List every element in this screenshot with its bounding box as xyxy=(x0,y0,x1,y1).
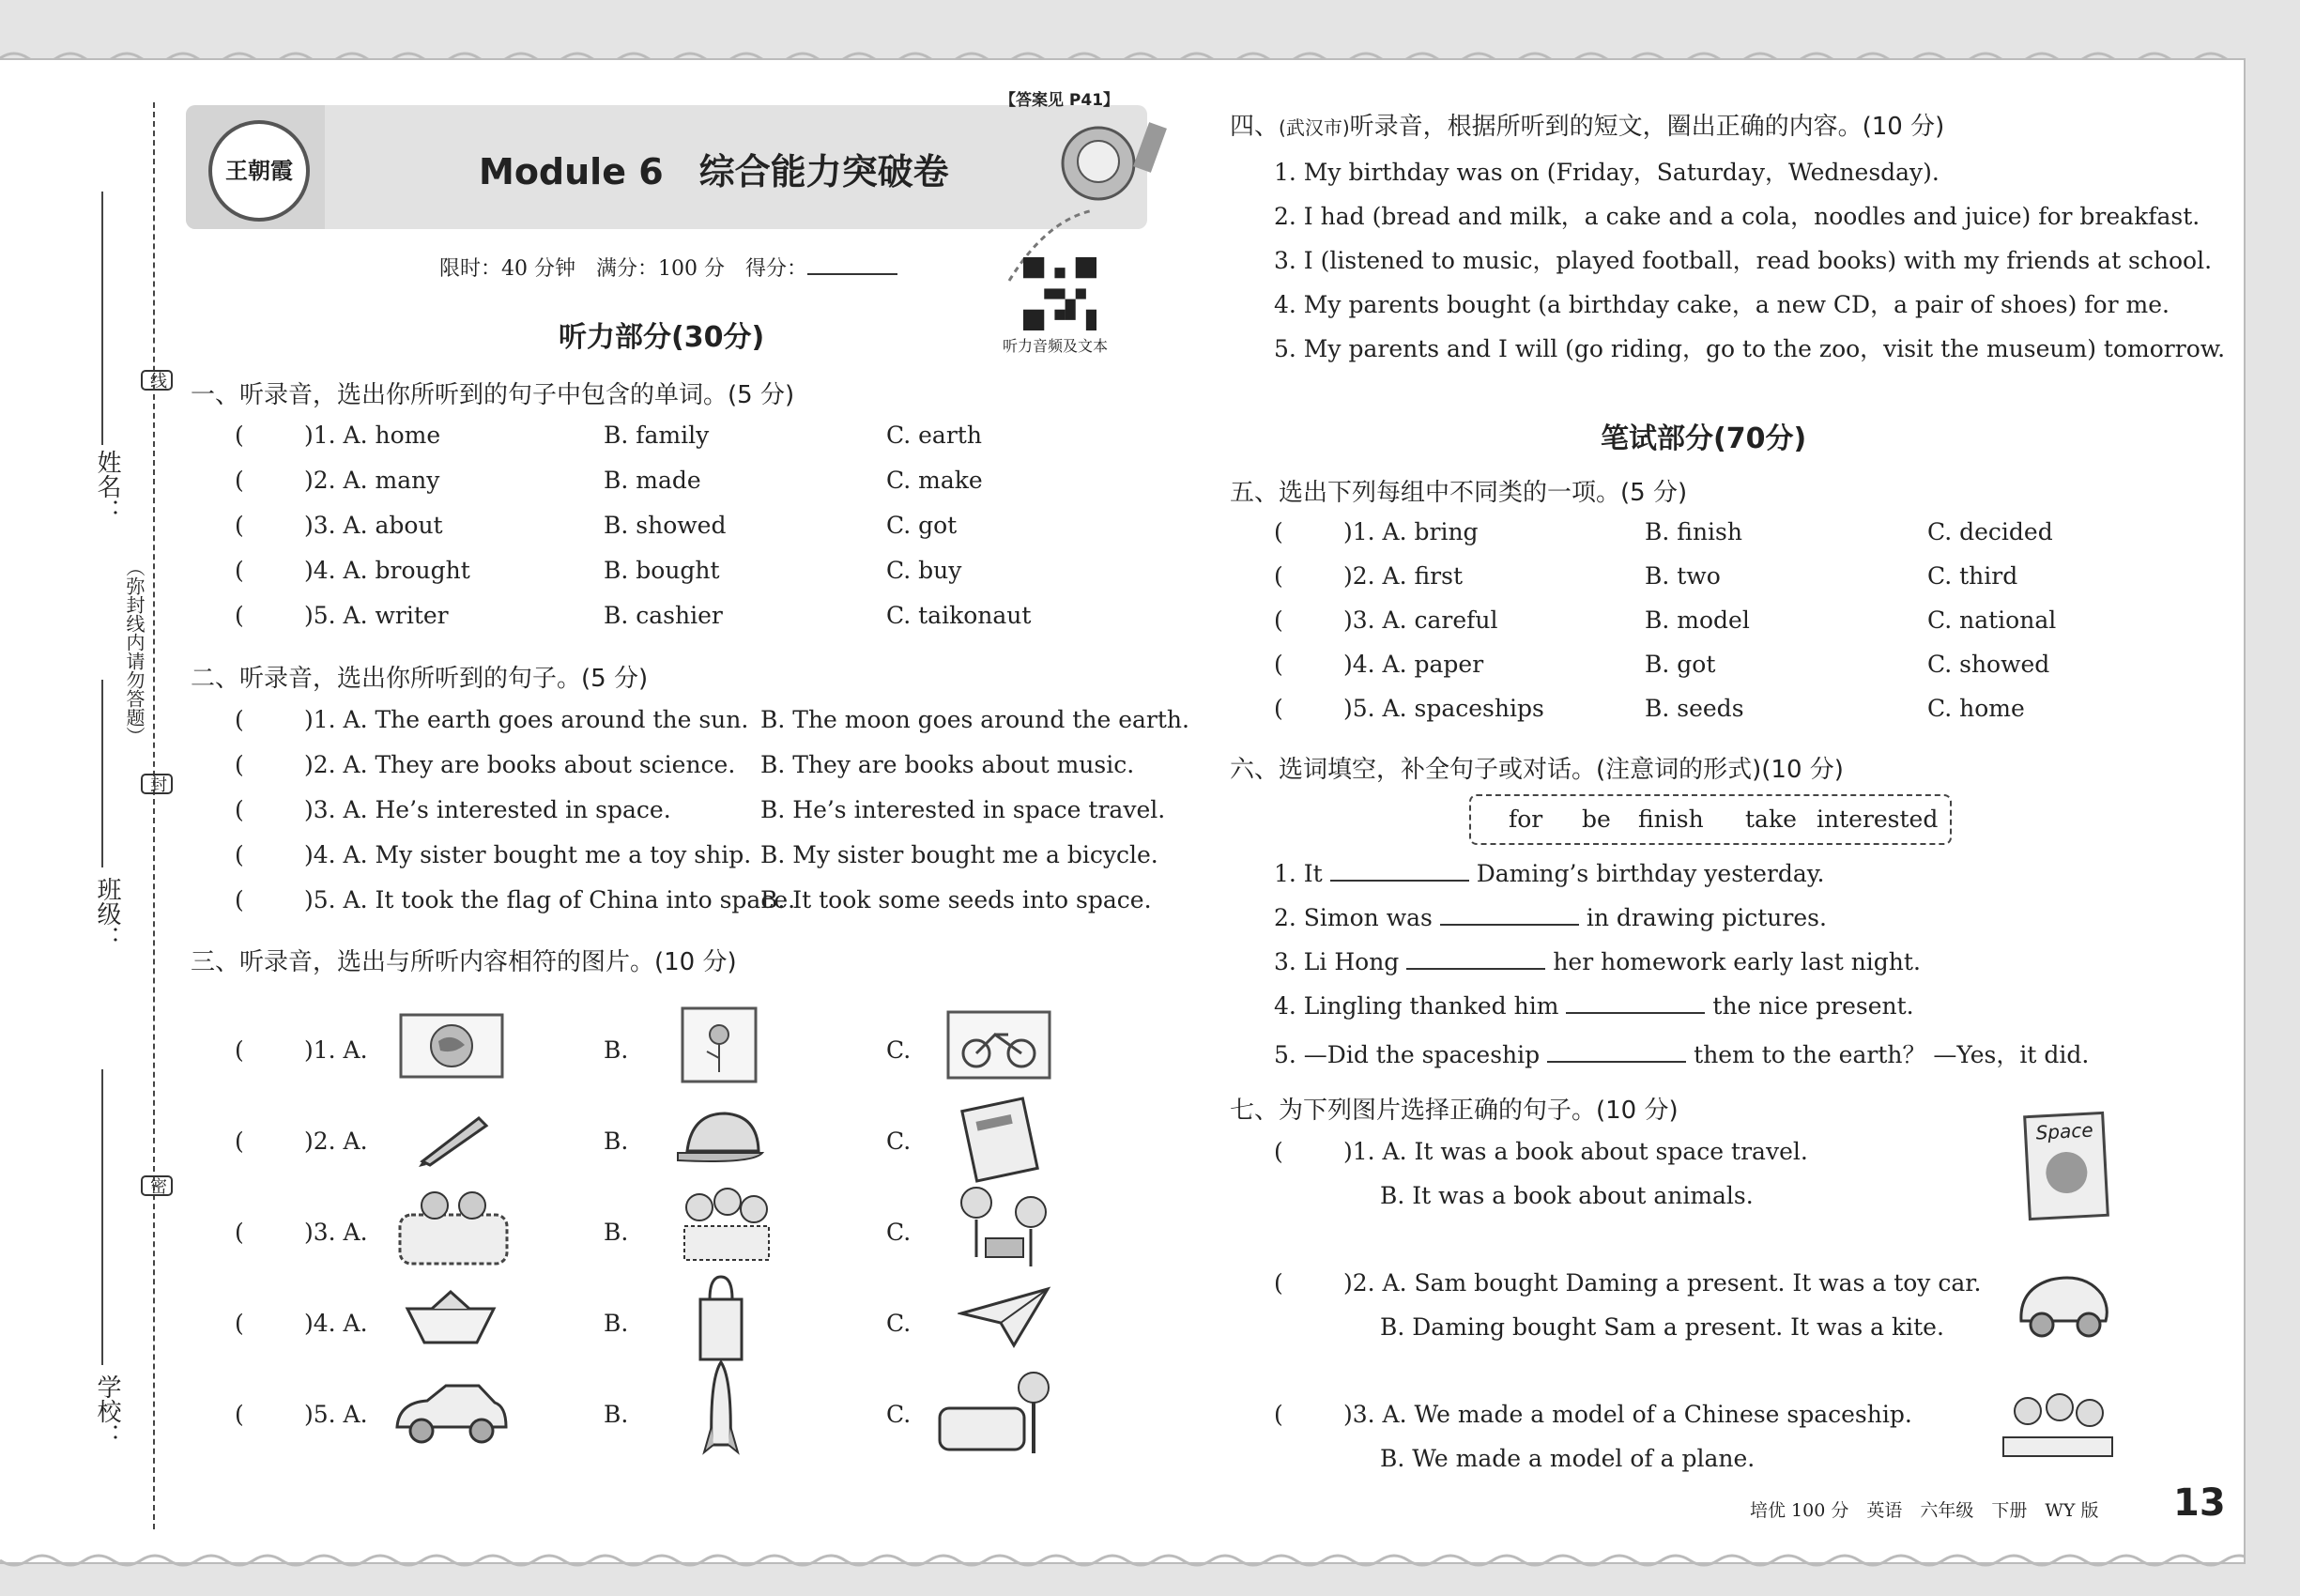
s5-item-1-c: C. decided xyxy=(1927,518,2053,545)
qr-caption: 听力音频及文本 xyxy=(1003,337,1109,355)
paper-plane-icon xyxy=(958,1285,1051,1351)
answer-blank[interactable] xyxy=(1547,1061,1686,1063)
s6-item-3: 3. Li Hong her homework early last night. xyxy=(1274,948,1921,975)
word-bank-word: take xyxy=(1745,806,1797,833)
s3-item-5: ( )5. A. xyxy=(235,1401,368,1428)
s3-item-2: ( )2. A. xyxy=(235,1128,368,1155)
s2-item-4-a: ( )4. A. My sister bought me a toy ship. xyxy=(235,841,752,868)
s5-item-4: ( )4. A. paper xyxy=(1274,651,1484,678)
s5-item-4-b: B. got xyxy=(1645,651,1716,678)
s5-item-4-c: C. showed xyxy=(1927,651,2050,678)
s5-item-2-c: C. third xyxy=(1927,562,2018,590)
s5-item-2-b: B. two xyxy=(1645,562,1721,590)
word-bank-word: for xyxy=(1509,806,1543,833)
section-1-title: 一、听录音，选出你所听到的句子中包含的单词。(5 分) xyxy=(191,381,795,409)
s3-item-1: ( )1. A. xyxy=(235,1036,368,1064)
seal-line xyxy=(153,102,155,1529)
bicycle-picture-icon xyxy=(946,1010,1051,1080)
qr-code-icon xyxy=(1023,257,1096,330)
class-field xyxy=(101,680,103,867)
s6-item-5: 5. —Did the spaceship them to the earth？ —Yes，it did. xyxy=(1274,1041,2090,1068)
bag-icon xyxy=(693,1271,749,1365)
s3-item-5-b: B. xyxy=(604,1401,629,1428)
s3-item-3-b: B. xyxy=(604,1219,629,1246)
s5-item-1: ( )1. A. bring xyxy=(1274,518,1479,545)
s1-item-5: ( )5. A. writer xyxy=(235,602,449,629)
boy-sofa-icon xyxy=(934,1363,1056,1462)
section-3-title: 三、听录音，选出与所听内容相符的图片。(10 分) xyxy=(191,948,737,976)
answer-blank[interactable] xyxy=(1566,1012,1705,1014)
test-meta: 限时：40 分钟 满分：100 分 得分： xyxy=(439,253,897,282)
s3-item-2-b: B. xyxy=(604,1128,629,1155)
s1-item-5-c: C. taikonaut xyxy=(886,602,1032,629)
word-bank-word: interested xyxy=(1817,806,1939,833)
s2-item-1-a: ( )1. A. The earth goes around the sun. xyxy=(235,706,749,733)
answer-blank[interactable] xyxy=(1440,924,1579,926)
s7-item-1-a: ( )1. A. It was a book about space travel. xyxy=(1274,1138,1808,1165)
s1-item-4-c: C. buy xyxy=(886,557,962,584)
school-field xyxy=(101,1069,103,1365)
seal-note: （弥封线内请勿答题） xyxy=(123,558,146,745)
mark-line: 线 xyxy=(141,370,173,394)
s3-item-3: ( )3. A. xyxy=(235,1219,368,1246)
s2-item-3-b: B. He’s interested in space travel. xyxy=(760,796,1166,823)
s7-item-2-a: ( )2. A. Sam bought Daming a present. It was a toy car. xyxy=(1274,1269,1982,1297)
page-bottom-edge xyxy=(0,1551,2244,1570)
s7-item-3-a: ( )3. A. We made a model of a Chinese spaceship. xyxy=(1274,1401,1912,1428)
s5-item-3: ( )3. A. careful xyxy=(1274,606,1498,634)
s4-item-1: 1. My birthday was on (Friday，Saturday，Wednesday). xyxy=(1274,159,1940,186)
toy-car-icon xyxy=(2014,1266,2112,1342)
s3-item-3-c: C. xyxy=(886,1219,912,1246)
s5-item-3-c: C. national xyxy=(1927,606,2057,634)
s5-item-5-b: B. seeds xyxy=(1645,695,1744,722)
page-title: Module 6 综合能力突破卷 xyxy=(479,151,949,192)
s6-item-2: 2. Simon was in drawing pictures. xyxy=(1274,904,1827,931)
s2-item-2-b: B. They are books about music. xyxy=(760,751,1135,778)
s1-item-2-b: B. made xyxy=(604,467,701,494)
family-sofa-icon xyxy=(392,1177,514,1271)
s1-item-1-c: C. earth xyxy=(886,422,982,449)
s2-item-1-b: B. The moon goes around the earth. xyxy=(760,706,1189,733)
mark-seal: 封 xyxy=(141,774,173,798)
book-icon xyxy=(956,1091,1048,1183)
paper-boat-icon xyxy=(404,1290,498,1348)
kids-playing-icon xyxy=(948,1173,1056,1276)
kids-model-icon xyxy=(2000,1389,2117,1464)
class-label: 班级： xyxy=(93,877,121,950)
s1-item-1: ( )1. A. home xyxy=(235,422,441,449)
s5-item-3-b: B. model xyxy=(1645,606,1750,634)
earth-picture-icon xyxy=(399,1013,504,1079)
s2-item-5-a: ( )5. A. It took the flag of China into space. xyxy=(235,886,796,913)
kids-group-icon xyxy=(671,1177,779,1271)
s4-item-4: 4. My parents bought (a birthday cake，a new CD，a pair of shoes) for me. xyxy=(1274,291,2170,318)
s5-item-1-b: B. finish xyxy=(1645,518,1742,545)
answer-blank[interactable] xyxy=(1330,880,1469,882)
s3-item-4-c: C. xyxy=(886,1310,912,1337)
s1-item-2: ( )2. A. many xyxy=(235,467,440,494)
s1-item-3-b: B. showed xyxy=(604,512,727,539)
s1-item-2-c: C. make xyxy=(886,467,983,494)
s1-item-4-b: B. bought xyxy=(604,557,720,584)
word-bank-word: finish xyxy=(1638,806,1704,833)
s2-item-3-a: ( )3. A. He’s interested in space. xyxy=(235,796,671,823)
s4-item-5: 5. My parents and I will (go riding，go to the zoo，visit the museum) tomorrow. xyxy=(1274,335,2226,362)
s7-item-3-b: B. We made a model of a plane. xyxy=(1380,1445,1756,1472)
s1-item-1-b: B. family xyxy=(604,422,710,449)
s1-item-3: ( )3. A. about xyxy=(235,512,443,539)
section-5-title: 五、选出下列每组中不同类的一项。(5 分) xyxy=(1230,479,1688,507)
publisher-logo: 王朝霞 xyxy=(208,120,310,222)
s1-item-5-b: B. cashier xyxy=(604,602,723,629)
toy-car-icon xyxy=(390,1374,512,1450)
school-label: 学校： xyxy=(93,1374,121,1448)
s2-item-2-a: ( )2. A. They are books about science. xyxy=(235,751,736,778)
answer-reference: 【答案见 P41】 xyxy=(1000,91,1120,110)
s3-item-1-c: C. xyxy=(886,1036,912,1064)
space-book-icon: Space xyxy=(2023,1112,2109,1220)
s3-item-4: ( )4. A. xyxy=(235,1310,368,1337)
s1-item-4: ( )4. A. brought xyxy=(235,557,470,584)
s6-item-4: 4. Lingling thanked him the nice present. xyxy=(1274,992,1914,1020)
section-7-title: 七、为下列图片选择正确的句子。(10 分) xyxy=(1230,1097,1679,1125)
pen-icon xyxy=(413,1107,493,1168)
name-field xyxy=(101,192,103,445)
s5-item-5: ( )5. A. spaceships xyxy=(1274,695,1544,722)
s7-item-2-b: B. Daming bought Sam a present. It was a kite. xyxy=(1380,1313,1944,1341)
listening-heading: 听力部分(30分) xyxy=(559,321,765,354)
section-6-title: 六、选词填空，补全句子或对话。(注意词的形式)(10 分) xyxy=(1230,756,1844,784)
name-label: 姓名： xyxy=(93,450,121,523)
word-bank-word: be xyxy=(1582,806,1611,833)
section-2-title: 二、听录音，选出你所听到的句子。(5 分) xyxy=(191,665,649,693)
s6-item-1: 1. It Daming’s birthday yesterday. xyxy=(1274,860,1825,887)
s1-item-3-c: C. got xyxy=(886,512,958,539)
s3-item-2-c: C. xyxy=(886,1128,912,1155)
s4-item-2: 2. I had (bread and milk，a cake and a cola，noodles and juice) for breakfast. xyxy=(1274,203,2200,230)
word-bank xyxy=(1469,794,1952,845)
flower-picture-icon xyxy=(681,1006,758,1083)
s4-item-3: 3. I (listened to music，played football，read books) with my friends at school. xyxy=(1274,247,2213,274)
writing-heading: 笔试部分(70分) xyxy=(1601,422,1807,455)
mark-secret: 密 xyxy=(141,1175,173,1200)
book-series-info: 培优 100 分 英语 六年级 下册 WY 版 xyxy=(1750,1500,2099,1521)
rocket-icon xyxy=(702,1360,740,1466)
s5-item-2: ( )2. A. first xyxy=(1274,562,1464,590)
s7-item-1-b: B. It was a book about animals. xyxy=(1380,1182,1754,1209)
s3-item-1-b: B. xyxy=(604,1036,629,1064)
s3-item-5-c: C. xyxy=(886,1401,912,1428)
page-number: 13 xyxy=(2173,1481,2226,1525)
section-4-title: 四、(武汉市)听录音，根据所听到的短文，圈出正确的内容。(10 分) xyxy=(1230,113,1945,141)
cap-icon xyxy=(668,1104,772,1172)
worksheet-page xyxy=(0,58,2246,1564)
s3-item-4-b: B. xyxy=(604,1310,629,1337)
answer-blank[interactable] xyxy=(1406,968,1545,970)
s2-item-5-b: B. It took some seeds into space. xyxy=(760,886,1152,913)
s2-item-4-b: B. My sister bought me a bicycle. xyxy=(760,841,1158,868)
s5-item-5-c: C. home xyxy=(1927,695,2025,722)
